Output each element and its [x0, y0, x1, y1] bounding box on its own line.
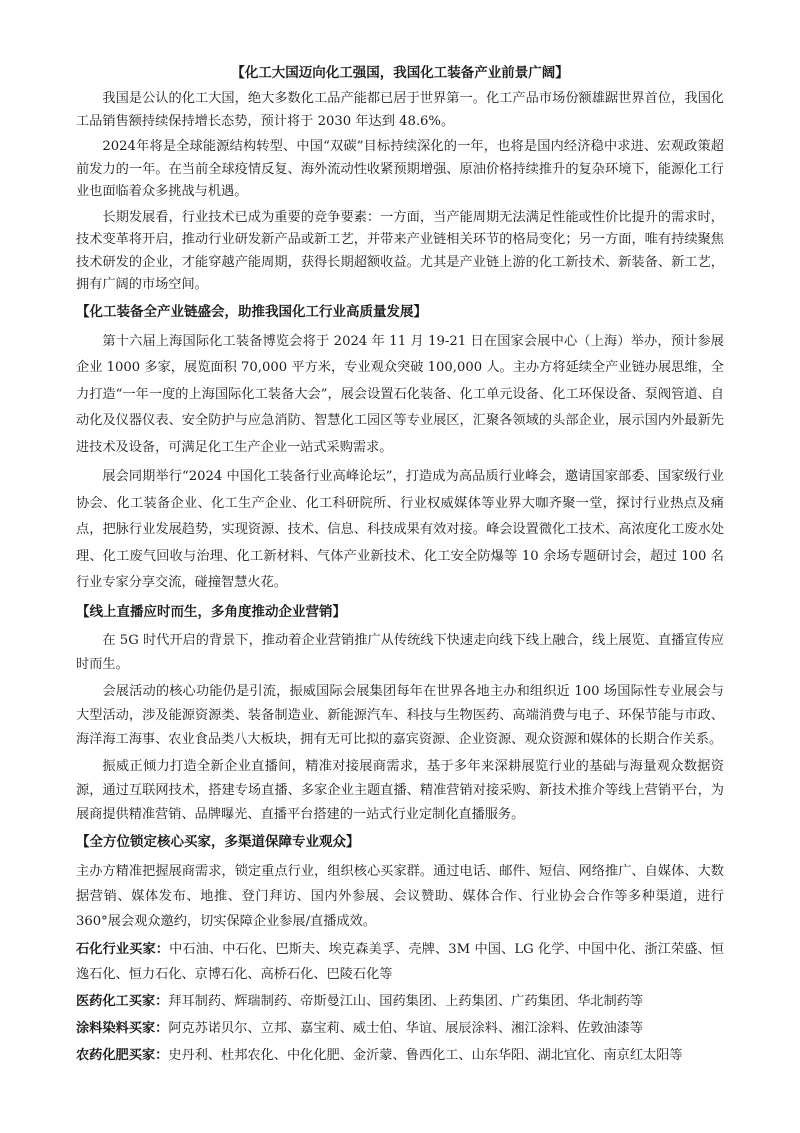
section-heading: 【全方位锁定核心买家，多渠道保障专业观众】: [76, 833, 360, 850]
buyer-group-agrochem: [76, 1043, 724, 1068]
buyer-group-label: 石化行业买家：: [76, 941, 170, 957]
buyer-group-names: 中石油、中石化、巴斯夫、埃克森美孚、壳牌、3M 中国、LG 化学、中国中化、浙江荣盛、恒逸石化、恒力石化、京博石化、高桥石化、巴陵石化等: [76, 941, 724, 982]
buyer-group-pharma: [76, 989, 724, 1014]
buyer-group-petrochemical: [76, 937, 724, 987]
section-paragraph: 展会同期举行“2024 中国化工装备行业高峰论坛”，打造成为高品质行业峰会，邀请国家部委、国家级行业协会、化工装备企业、化工生产企业、化工科研院所、行业权威媒体等业界大咖齐聚一堂，探讨行业热点及痛点，把脉行业发展趋势，实现资源、技术、信息、科技成果有效对接。峰会设置微化工技术、高浓度化工废水处理、化工废气回收与治理、化工新材料、气体产业新技术、化工安全防爆等 10 余场专题研讨会，超过 100 名行业专家分享交流，碰撞智慧火花。: [76, 469, 724, 590]
buyer-group-coatings: [76, 1016, 724, 1041]
section-paragraph: 第十六届上海国际化工装备博览会将于 2024 年 11 月 19-21 日在国家会展中心（上海）举办，预计参展企业 1000 多家，展览面积 70,000 平方米，专业观众突破 100,000 人。主办方将延续全产业链办展思维，全力打造“一年一度的上海国际化工装备大会”，展会设置石化装备、化工单元设备、化工环保设备、泵阀管道、自动化及仪器仪表、安全防护与应急消防、智慧化工园区等专业展区，汇聚各领域的头部企业，展示国内外最新先进技术及设备，可满足化工生产企业一站式采购需求。: [76, 333, 724, 455]
section-heading: 【化工装备全产业链盛会，助推我国化工行业高质量发展】: [76, 303, 427, 320]
section-paragraph: 在 5G 时代开启的背景下，推动着企业营销推广从传统线下快速走向线下线上融合，线上展览、直播宣传应时而生。: [76, 632, 724, 672]
section-paragraph: 主办方精准把握展商需求，锁定重点行业，组织核心买家群。通过电话、邮件、短信、网络推广、自媒体、大数据营销、媒体发布、地推、登门拜访、国内外参展、会议赞助、媒体合作、行业协会合作等多种渠道，进行 360°展会观众邀约，切实保障企业参展/直播成效。: [76, 863, 724, 929]
expo-section: [76, 301, 724, 597]
section-paragraph: 会展活动的核心功能仍是引流，振威国际会展集团每年在世界各地主办和组织近 100 场国际性专业展会与大型活动，涉及能源资源类、装备制造业、新能源汽车、科技与生物医药、高端消费与电子、环保节能与市政、海洋海工海事、农业食品类八大板块，拥有无可比拟的嘉宾资源、企业资源、观众资源和媒体的长期合作关系。: [76, 683, 724, 747]
buyer-group-names: 拜耳制药、辉瑞制药、帝斯曼江山、国药集团、上药集团、广药集团、华北制药等: [168, 993, 644, 1009]
document-title: 【化工大国迈向化工强国，我国化工装备产业前景广阔】: [231, 65, 569, 81]
buyer-group-label: 医药化工买家：: [76, 993, 169, 1009]
intro-paragraph: 长期发展看，行业技术已成为重要的竞争要素：一方面，当产能周期无法满足性能或性价比提升的需求时，技术变革将开启，推动行业研发新产品或新工艺，并带来产业链相关环节的格局变化；另一方面，唯有持续聚焦技术研发的企业，才能穿越产能周期，获得长期超额收益。尤其是产业链上游的化工新技术、新装备、新工艺，拥有广阔的市场空间。: [76, 209, 724, 292]
intro-paragraph: 我国是公认的化工大国，绝大多数化工品产能都已居于世界第一。化工产品市场份额雄踞世界首位，我国化工品销售额持续保持增长态势，预计将于 2030 年达到 48.6%。: [76, 91, 724, 129]
buyer-group-label: 涂料染料买家：: [76, 1020, 169, 1036]
buyer-group-names: 阿克苏诺贝尔、立邦、嘉宝莉、威士伯、华谊、展辰涂料、湘江涂料、佐敦油漆等: [168, 1020, 644, 1036]
buyer-group-label: 农药化肥买家：: [76, 1047, 169, 1063]
intro-section: [76, 88, 724, 297]
intro-paragraph: 2024年将是全球能源结构转型、中国“双碳”目标持续深化的一年，也将是国内经济稳中求进、宏观政策超前发力的一年。在当前全球疫情反复、海外流动性收紧预期增强、原油价格持续推升的复杂环境下，能源化工行业也面临着众多挑战与机遇。: [76, 139, 724, 199]
livestream-section: [76, 601, 724, 827]
buyers-section: [76, 831, 724, 1068]
buyer-group-names: 史丹利、杜邦农化、中化化肥、金沂蒙、鲁西化工、山东华阳、湖北宜化、南京红太阳等: [168, 1047, 683, 1063]
section-heading: 【线上直播应时而生，多角度推动企业营销】: [76, 603, 346, 620]
section-paragraph: 振威正倾力打造全新企业直播间，精准对接展商需求，基于多年来深耕展览行业的基础与海量观众数据资源，通过互联网技术，搭建专场直播、多家企业主题直播、精准营销对接采购、新技术推介等线上营销平台，为展商提供精准营销、品牌曝光、直播平台搭建的一站式行业定制化直播服务。: [76, 758, 724, 822]
document-page: [76, 62, 724, 1070]
